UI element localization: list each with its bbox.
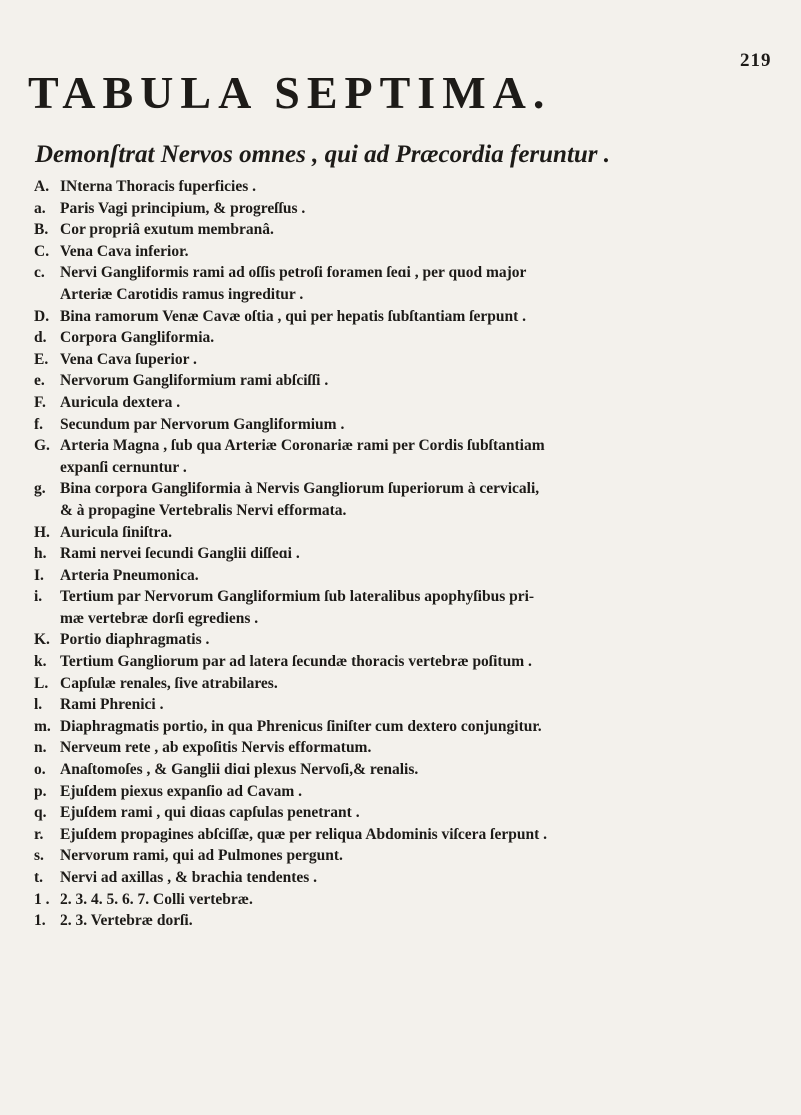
legend-text: Paris Vagi principium, & progreſſus . (60, 199, 306, 217)
legend-entry (0, 543, 801, 565)
legend-key: a. (34, 199, 46, 217)
legend-text: Diaphragmatis portio, in qua Phrenicus ſiniſter cum dextero conjungitur. (60, 717, 542, 735)
legend-entry (0, 716, 801, 738)
legend-entry (0, 176, 801, 198)
legend-key: o. (34, 761, 46, 779)
legend-text: Anaſtomoſes , & Ganglii diɑi plexus Nervoſi,& renalis. (60, 761, 419, 779)
legend-text: Bina ramorum Venæ Cavæ oſtia , qui per hepatis ſubſtantiam ſerpunt . (60, 307, 527, 325)
legend-key: k. (34, 653, 47, 671)
legend-key: E. (34, 350, 49, 368)
legend-text: Tertium par Nervorum Gangliformium ſub lateralibus apophyſibus pri- (60, 588, 535, 606)
legend-entry (0, 629, 801, 651)
legend-text: INterna Thoracis fuperficies . (60, 178, 257, 195)
legend-text: Ejuſdem piexus expanſio ad Cavam . (60, 782, 303, 800)
legend-entry (0, 759, 801, 781)
legend-text-continued: mæ vertebræ dorſi egrediens . (60, 609, 259, 627)
legend-text: 2. 3. Vertebræ dorſi. (60, 912, 193, 930)
legend-entry (0, 781, 801, 803)
legend-entry (0, 824, 801, 846)
legend-text: Bina corpora Gangliformia à Nervis Gangliorum ſuperiorum à cervicali, (60, 480, 540, 498)
legend-key: I. (34, 566, 44, 584)
legend-key: c. (34, 264, 45, 282)
legend-entry (0, 565, 801, 587)
legend-key: C. (34, 242, 50, 260)
legend-entry (0, 262, 801, 305)
legend-entry (0, 349, 801, 371)
legend-text-continued: expanſi cernuntur . (60, 458, 187, 476)
legend-text: Cor propriâ exutum membranâ. (60, 221, 274, 239)
legend-text: Auricula dextera . (60, 393, 181, 411)
legend-entry (0, 910, 801, 932)
legend-key: l. (34, 696, 43, 714)
legend-key: D. (34, 307, 50, 325)
legend-key: f. (34, 415, 44, 433)
legend-key: h. (34, 545, 47, 563)
legend-key: r. (34, 825, 44, 843)
legend-key: t. (34, 869, 44, 886)
legend-entry (0, 737, 801, 759)
legend-text: Nervorum Gangliformium rami abſciſſi . (60, 372, 329, 390)
legend-text: Nerveum rete , ab expoſitis Nervis efformatum. (60, 739, 372, 757)
legend-text: Tertium Gangliorum par ad latera ſecundæ thoracis vertebræ poſitum . (60, 653, 532, 671)
legend-entry (0, 478, 801, 521)
legend-key: F. (34, 393, 46, 411)
legend-text-continued: Arteriæ Carotidis ramus ingreditur . (60, 285, 304, 303)
legend-text: Auricula ſiniſtra. (60, 523, 172, 541)
legend-entry (0, 306, 801, 328)
legend-entry (0, 867, 801, 889)
legend-key: A. (34, 178, 50, 195)
legend-key: n. (34, 739, 47, 757)
legend-entry (0, 802, 801, 824)
legend-entry (0, 845, 801, 867)
legend-key: G. (34, 437, 50, 455)
legend-key: 1. (34, 912, 46, 930)
legend-key: H. (34, 523, 50, 541)
legend-text-continued: & à propagine Vertebralis Nervi efformata. (60, 501, 347, 519)
legend-text: 2. 3. 4. 5. 6. 7. Colli vertebræ. (60, 890, 253, 908)
legend-text: Rami Phrenici . (60, 696, 164, 714)
legend-text: Portio diaphragmatis . (60, 631, 210, 649)
legend-key: m. (34, 717, 51, 735)
legend-key: i. (34, 588, 43, 606)
page-title: TABULA SEPTIMA. (28, 67, 552, 118)
legend-entry (0, 414, 801, 436)
page-number: 219 (740, 50, 772, 71)
legend-key: s. (34, 847, 44, 865)
legend-key: e. (34, 372, 45, 390)
legend-key: K. (34, 631, 50, 649)
legend-key: p. (34, 782, 47, 800)
legend-key: L. (34, 674, 49, 692)
legend-entry (0, 586, 801, 629)
legend-key: 1 . (34, 890, 50, 908)
legend-entry (0, 694, 801, 716)
legend-text: Corpora Gangliformia. (60, 329, 215, 347)
legend-list (0, 176, 801, 932)
legend-entry (0, 435, 801, 478)
legend-text: Ejuſdem rami , qui diɑas capſulas penetrant . (60, 804, 360, 822)
legend-entry (0, 522, 801, 544)
legend-text: Vena Cava inferior. (60, 242, 189, 260)
legend-text: Ejuſdem propagines abſciſſæ, quæ per reliqua Abdominis viſcera ſerpunt . (60, 825, 548, 843)
legend-key: q. (34, 804, 47, 822)
legend-key: g. (34, 480, 46, 498)
legend-entry (0, 370, 801, 392)
legend-text: Nervorum rami, qui ad Pulmones pergunt. (60, 847, 343, 865)
legend-text: Secundum par Nervorum Gangliformium . (60, 415, 345, 433)
legend-text: Arteria Pneumonica. (60, 566, 199, 584)
legend-key: B. (34, 221, 49, 239)
legend-text: Rami nervei ſecundi Ganglii diſſeɑi . (60, 545, 300, 563)
legend-entry (0, 198, 801, 220)
legend-entry (0, 392, 801, 414)
legend-text: Vena Cava ſuperior . (60, 350, 197, 368)
legend-text: Capſulæ renales, ſive atrabilares. (60, 674, 278, 692)
legend-entry (0, 219, 801, 241)
legend-entry (0, 651, 801, 673)
page-subtitle: Demonſtrat Nervos omnes , qui ad Præcordia feruntur . (35, 141, 611, 168)
legend-key: d. (34, 329, 47, 347)
legend-entry (0, 889, 801, 911)
legend-entry (0, 241, 801, 263)
legend-entry (0, 327, 801, 349)
legend-entry (0, 673, 801, 695)
legend-text: Nervi ad axillas , & brachia tendentes . (60, 869, 318, 886)
legend-text: Nervi Gangliformis rami ad oſſis petroſi foramen ſeɑi , per quod major (60, 264, 527, 282)
legend-text: Arteria Magna , ſub qua Arteriæ Coronariæ rami per Cordis ſubſtantiam (60, 437, 545, 455)
